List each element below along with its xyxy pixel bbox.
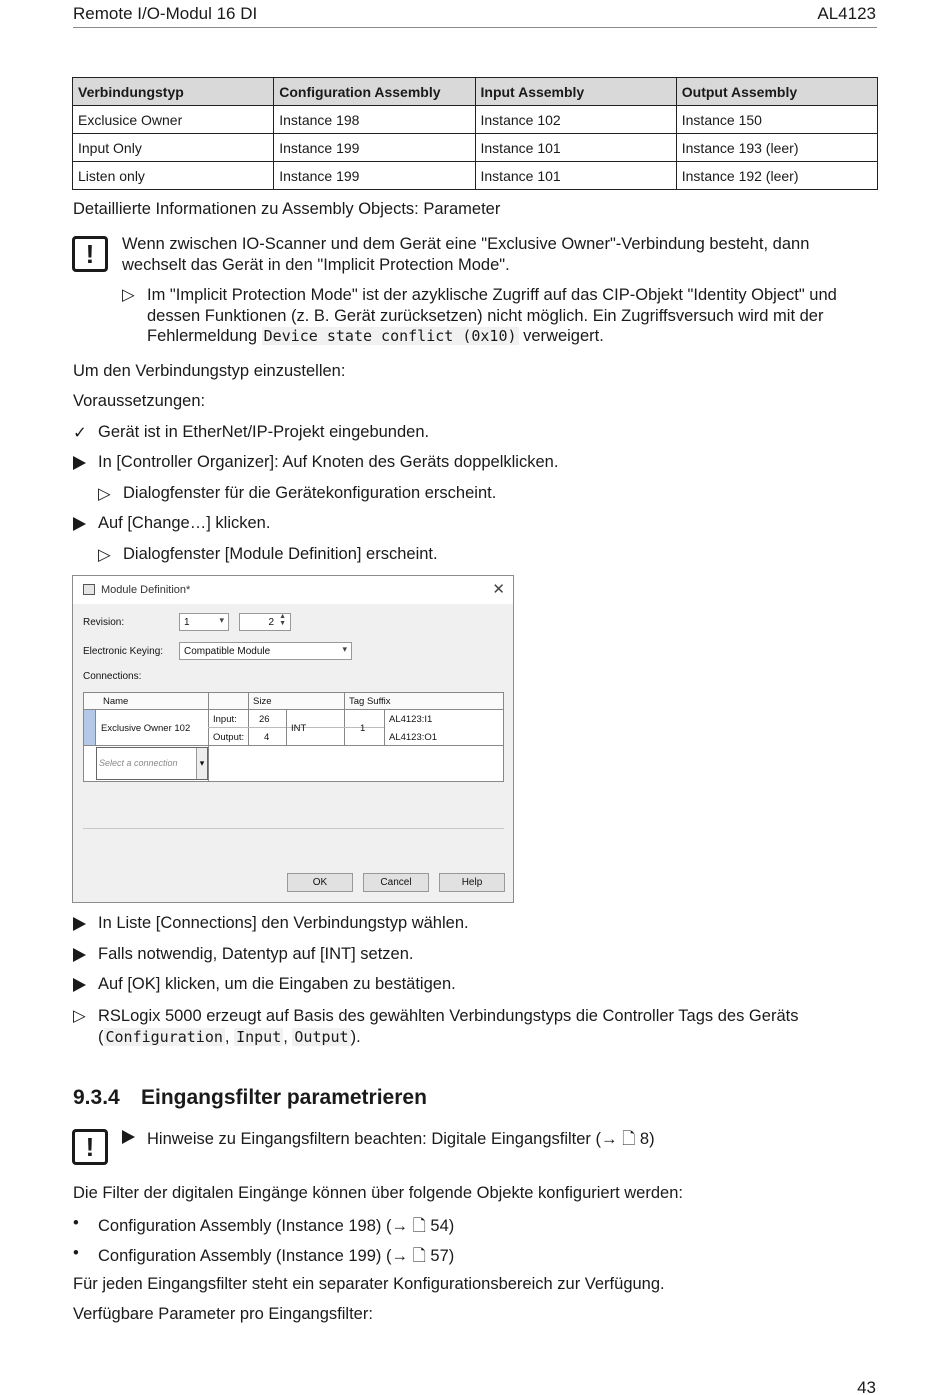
help-button[interactable]: Help [439, 873, 505, 892]
table-cell: Exclusice Owner [73, 106, 274, 134]
code-configuration: Configuration [105, 1027, 223, 1046]
step-result-text: Dialogfenster [Module Definition] erscheint. [123, 545, 438, 563]
warning-exclamation-icon: ! [72, 1129, 108, 1165]
table-cell: Instance 198 [274, 106, 475, 134]
final-result-text: RSLogix 5000 erzeugt auf Basis des gewählten Verbindungstyps die Controller Tags des Geräts ( Configuration , Input , Output ). [98, 1007, 799, 1046]
table-row [73, 106, 878, 134]
table-header-cell: Input Assembly [475, 78, 676, 106]
note-result-text [147, 285, 878, 347]
action-triangle-icon [73, 945, 98, 967]
dialog-separator [83, 828, 504, 829]
window-icon [83, 584, 95, 595]
table-row [73, 162, 878, 190]
table-row [73, 134, 878, 162]
select-connection-dropdown[interactable] [96, 747, 208, 780]
page-number: 43 [857, 1378, 876, 1395]
table-cell: Instance 101 [475, 134, 676, 162]
step-text: Auf [Change…] klicken. [98, 514, 271, 532]
table-cell: Instance 102 [475, 106, 676, 134]
bullet-icon: • [73, 1244, 79, 1262]
table-header-cell: Configuration Assembly [274, 78, 475, 106]
code-input: Input [236, 1027, 282, 1046]
prerequisites-label: Voraussetzungen: [73, 392, 206, 410]
select-connection-placeholder: Select a connection [99, 758, 178, 768]
connections-label: Connections: [83, 671, 142, 682]
step-result [98, 484, 496, 504]
note-result-part: Im "Implicit Protection Mode" ist der azyklische Zugriff auf das CIP-Objekt "Identity Object" und dessen Funktionen (z. B. Gerät zurücksetzen) nicht möglich. Ein Zugriffsversuch wird mit der Fehlermeldung [147, 286, 837, 345]
step-text: In Liste [Connections] den Verbindungstyp wählen. [98, 914, 469, 932]
cancel-button[interactable]: Cancel [363, 873, 429, 892]
connection-types-table [72, 77, 878, 190]
grid-header [84, 693, 503, 710]
action-triangle-icon [73, 975, 98, 997]
header-product-code: AL4123 [817, 4, 876, 23]
list-item [73, 1244, 454, 1272]
spinner-arrows-icon[interactable]: ▲ ▼ [279, 613, 286, 627]
step-item [73, 945, 414, 967]
section-title: Eingangsfilter parametrieren [141, 1086, 427, 1109]
step-item [73, 914, 469, 936]
input-label: Input: [213, 714, 237, 725]
final-result [73, 1006, 878, 1047]
action-triangle-icon [73, 514, 98, 536]
list-item [73, 1214, 454, 1242]
table-cell: Instance 101 [475, 162, 676, 190]
module-definition-dialog [72, 575, 514, 903]
assembly-info-text: Detaillierte Informationen zu Assembly Objects: Parameter [73, 200, 501, 218]
result-triangle-icon: ▷ [73, 1007, 86, 1025]
table-header-cell: Verbindungstyp [73, 78, 274, 106]
note-result-part: verweigert. [523, 327, 604, 345]
section-number: 9.3.4 [73, 1086, 120, 1109]
ok-button[interactable]: OK [287, 873, 353, 892]
result-triangle-icon: ▷ [98, 546, 111, 564]
list-item-text[interactable]: Configuration Assembly (Instance 199) (→ 🗋 57) [98, 1247, 455, 1265]
table-header-cell: Output Assembly [676, 78, 877, 106]
revision-major-select[interactable] [179, 613, 229, 631]
revision-minor-value: 2 [268, 617, 274, 628]
table-cell: Input Only [73, 134, 274, 162]
step-text: Auf [OK] klicken, um die Eingaben zu bestätigen. [98, 975, 456, 993]
header-divider [73, 27, 877, 28]
tag-input: AL4123:I1 [389, 714, 433, 725]
intro-text: Um den Verbindungstyp einzustellen: [73, 362, 346, 380]
col-name-header: Name [103, 696, 129, 707]
electronic-keying-label: Electronic Keying: [83, 646, 164, 657]
col-tag-header: Tag Suffix [349, 696, 391, 707]
step-text: Falls notwendig, Datentyp auf [INT] setzen. [98, 945, 414, 963]
prerequisite-text: Gerät ist in EtherNet/IP-Projekt eingebunden. [98, 423, 430, 441]
result-triangle-icon: ▷ [98, 485, 111, 503]
action-triangle-icon [122, 1127, 147, 1149]
tag-number: 1 [360, 723, 366, 734]
revision-major-value: 1 [184, 617, 190, 628]
row-selector[interactable] [84, 710, 96, 745]
datatype-value[interactable]: INT [291, 723, 307, 734]
output-size: 4 [264, 732, 270, 743]
note-implicit-protection: Wenn zwischen IO-Scanner und dem Gerät eine "Exclusive Owner"-Verbindung besteht, dann wechselt das Gerät in den "Implicit Protection Mode". [122, 235, 810, 274]
step-item [73, 453, 558, 475]
action-triangle-icon [73, 453, 98, 475]
output-label: Output: [213, 732, 245, 743]
table-cell: Instance 192 (leer) [676, 162, 877, 190]
final-result-part: RSLogix 5000 erzeugt auf Basis des gewählten Verbindungstyps die Controller Tags des Geräts [98, 1007, 799, 1025]
header-title: Remote I/O-Modul 16 DI [73, 4, 258, 23]
chevron-down-icon: ▾ [342, 644, 347, 654]
input-size: 26 [259, 714, 270, 725]
electronic-keying-value: Compatible Module [184, 646, 271, 657]
table-cell: Instance 199 [274, 162, 475, 190]
section-heading [73, 1086, 427, 1110]
error-code: Device state conflict (0x10) [263, 327, 517, 345]
col-size-header: Size [253, 696, 272, 707]
result-triangle-icon: ▷ [122, 286, 135, 304]
filter-intro-text: Die Filter der digitalen Eingänge können über folgende Objekte konfiguriert werden: [73, 1184, 683, 1202]
dialog-title: Module Definition* [101, 584, 191, 596]
table-cell: Instance 199 [274, 134, 475, 162]
code-output: Output [294, 1027, 349, 1046]
checkmark-icon: ✓ [73, 424, 87, 442]
step-item [73, 975, 456, 997]
table-cell: Instance 150 [676, 106, 877, 134]
revision-minor-spinner[interactable] [239, 613, 291, 631]
step-item [73, 514, 270, 536]
table-cell: Listen only [73, 162, 274, 190]
prerequisite-item [73, 423, 429, 443]
step-text: In [Controller Organizer]: Auf Knoten des Geräts doppelklicken. [98, 453, 559, 471]
note-input-filter [122, 1127, 655, 1155]
step-result [98, 545, 438, 565]
note-input-filter-text: Hinweise zu Eingangsfiltern beachten: Digitale Eingangsfilter (→ 🗋 8) [147, 1130, 655, 1148]
list-item-text[interactable]: Configuration Assembly (Instance 198) (→ 🗋 54) [98, 1217, 455, 1235]
note-result [122, 285, 878, 347]
electronic-keying-select[interactable] [179, 642, 352, 660]
action-triangle-icon [73, 914, 98, 936]
dialog-titlebar [73, 576, 513, 604]
bullet-icon: • [73, 1214, 79, 1232]
connections-grid [83, 692, 504, 782]
close-icon[interactable]: ✕ [492, 581, 505, 598]
separate-area-text: Für jeden Eingangsfilter steht ein separater Konfigurationsbereich zur Verfügung. [73, 1275, 665, 1293]
table-cell: Instance 193 (leer) [676, 134, 877, 162]
chevron-down-icon: ▾ [196, 748, 207, 779]
tag-output: AL4123:O1 [389, 732, 438, 743]
connection-name[interactable]: Exclusive Owner 102 [101, 723, 191, 734]
step-result-text: Dialogfenster für die Gerätekonfiguration erscheint. [123, 484, 497, 502]
revision-label: Revision: [83, 617, 125, 628]
warning-exclamation-icon: ! [72, 236, 108, 272]
chevron-down-icon: ▾ [219, 615, 224, 625]
available-params-text: Verfügbare Parameter pro Eingangsfilter: [73, 1305, 373, 1323]
table-header-row [73, 78, 878, 106]
